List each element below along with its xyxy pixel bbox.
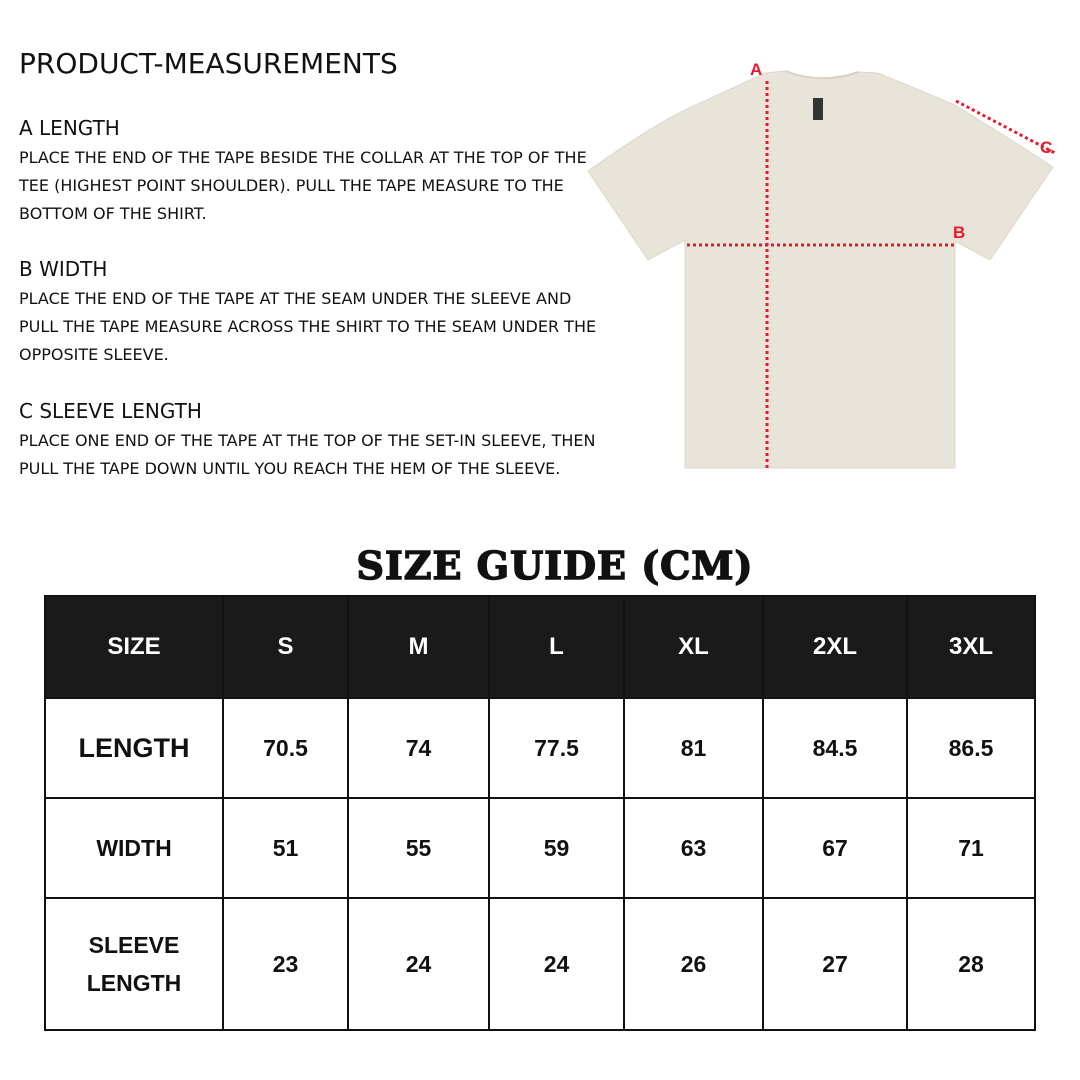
tshirt-diagram xyxy=(580,55,1080,485)
header-cell: L xyxy=(489,596,624,698)
table-row xyxy=(45,798,1035,898)
table-cell: 77.5 xyxy=(489,698,624,798)
table-cell: 71 xyxy=(907,798,1035,898)
header-cell: 2XL xyxy=(763,596,907,698)
section-body: PLACE THE END OF THE TAPE AT THE SEAM UNDER THE SLEEVE AND PULL THE TAPE MEASURE ACROSS THE SHIRT TO THE SEAM UNDER THE OPPOSITE SLEEVE. xyxy=(19,289,597,364)
row-label: WIDTH xyxy=(45,798,223,898)
table-row xyxy=(45,898,1035,1030)
label-c: C xyxy=(1040,138,1053,157)
row-label-line: LENGTH xyxy=(86,970,182,996)
label-a: A xyxy=(750,60,763,79)
header-cell: M xyxy=(348,596,489,698)
table-cell: 23 xyxy=(223,898,348,1030)
section-b-width xyxy=(19,257,599,369)
row-label xyxy=(45,898,223,1030)
table-cell: 27 xyxy=(763,898,907,1030)
header-cell: SIZE xyxy=(45,596,223,698)
table-cell: 81 xyxy=(624,698,763,798)
table-cell: 67 xyxy=(763,798,907,898)
table-cell: 59 xyxy=(489,798,624,898)
table-cell: 55 xyxy=(348,798,489,898)
header-cell: 3XL xyxy=(907,596,1035,698)
row-label: LENGTH xyxy=(45,698,223,798)
label-b: B xyxy=(953,223,966,242)
section-heading: C SLEEVE LENGTH xyxy=(19,399,202,423)
table-cell: 24 xyxy=(489,898,624,1030)
size-guide-table xyxy=(44,595,1036,1031)
table-header-row xyxy=(45,596,1035,698)
table-cell: 86.5 xyxy=(907,698,1035,798)
section-body: PLACE ONE END OF THE TAPE AT THE TOP OF THE SET-IN SLEEVE, THEN PULL THE TAPE DOWN UNTIL YOU REACH THE HEM OF THE SLEEVE. xyxy=(19,431,596,478)
table-cell: 74 xyxy=(348,698,489,798)
size-guide-title: SIZE GUIDE (CM) xyxy=(356,543,754,588)
page-title: PRODUCT-MEASUREMENTS xyxy=(19,47,398,80)
table-cell: 63 xyxy=(624,798,763,898)
table-row xyxy=(45,698,1035,798)
header-cell: XL xyxy=(624,596,763,698)
section-c-sleeve-length xyxy=(19,399,599,483)
table-cell: 24 xyxy=(348,898,489,1030)
brand-tag-icon xyxy=(813,98,823,120)
section-heading: A LENGTH xyxy=(19,116,120,140)
section-heading: B WIDTH xyxy=(19,257,108,281)
section-body: PLACE THE END OF THE TAPE BESIDE THE COLLAR AT THE TOP OF THE TEE (HIGHEST POINT SHOULDER). PULL THE TAPE MEASURE TO THE BOTTOM OF THE SHIRT. xyxy=(19,148,587,223)
table-cell: 84.5 xyxy=(763,698,907,798)
header-cell: S xyxy=(223,596,348,698)
table-cell: 26 xyxy=(624,898,763,1030)
section-a-length xyxy=(19,116,599,228)
table-cell: 70.5 xyxy=(223,698,348,798)
table-cell: 28 xyxy=(907,898,1035,1030)
row-label-line: SLEEVE xyxy=(88,932,180,958)
tshirt-illustration xyxy=(580,55,1080,485)
table-cell: 51 xyxy=(223,798,348,898)
